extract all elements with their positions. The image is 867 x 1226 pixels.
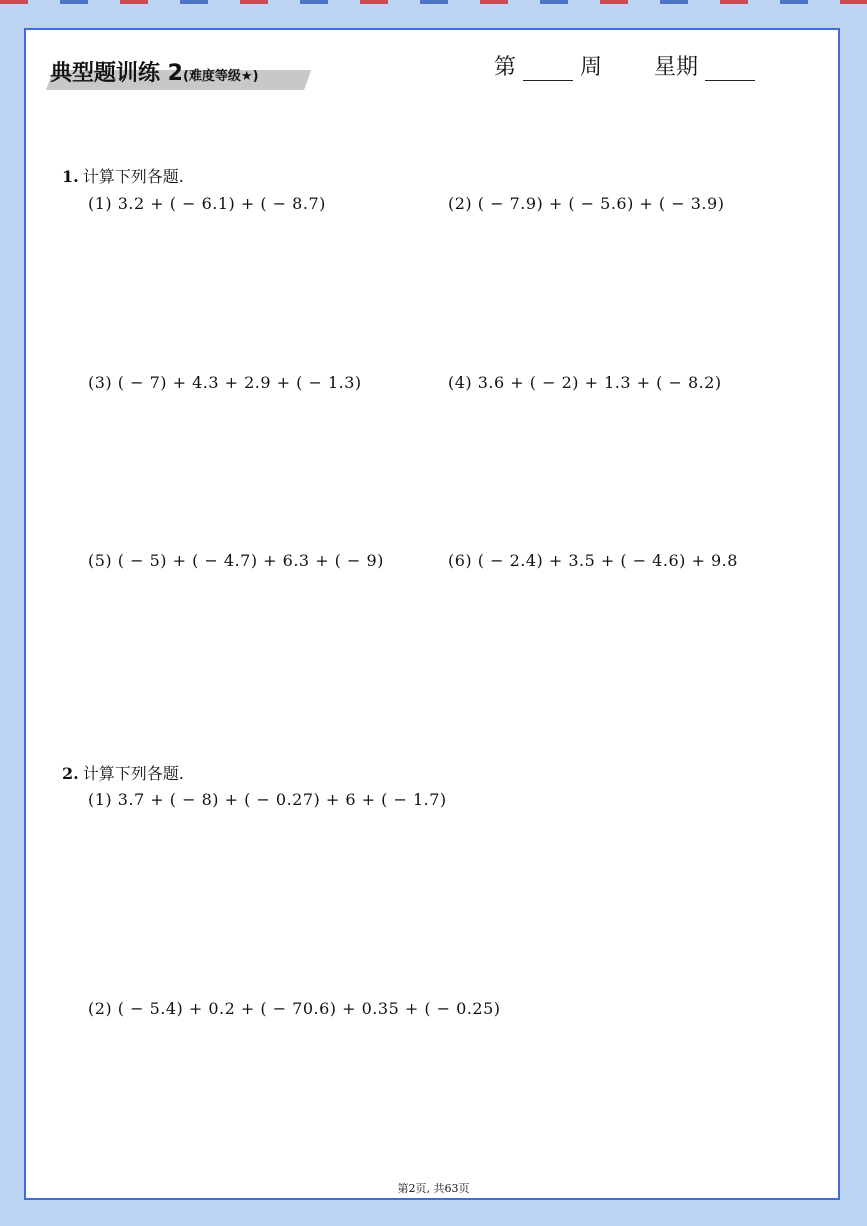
week-unit-label: 周 <box>580 55 603 80</box>
weekday-blank[interactable] <box>705 54 755 81</box>
question-2-prompt: 计算下列各题. <box>82 764 184 783</box>
title-main: 典型题训练 2 <box>50 61 183 86</box>
week-label: 第 <box>494 55 517 80</box>
question-1-heading <box>62 164 184 187</box>
q1-item-2: (2) ( − 7.9) + ( − 5.6) + ( − 3.9) <box>448 194 725 213</box>
week-day-field <box>494 50 755 81</box>
decorative-top-stripes <box>0 0 867 4</box>
q1-item-6: (6) ( − 2.4) + 3.5 + ( − 4.6) + 9.8 <box>448 551 738 570</box>
q1-item-5: (5) ( − 5) + ( − 4.7) + 6.3 + ( − 9) <box>88 551 384 570</box>
q1-item-3: (3) ( − 7) + 4.3 + 2.9 + ( − 1.3) <box>88 373 362 392</box>
week-number-blank[interactable] <box>523 54 573 81</box>
worksheet-title <box>50 56 259 87</box>
page-number-footer: 第2页, 共63页 <box>397 1182 470 1195</box>
question-1-number: 1. <box>62 167 79 186</box>
q1-item-1: (1) 3.2 + ( − 6.1) + ( − 8.7) <box>88 194 326 213</box>
question-1-prompt: 计算下列各题. <box>82 167 184 186</box>
q1-item-4: (4) 3.6 + ( − 2) + 1.3 + ( − 8.2) <box>448 373 722 392</box>
weekday-label: 星期 <box>654 55 699 80</box>
question-2-heading <box>62 761 184 784</box>
question-2-number: 2. <box>62 764 79 783</box>
difficulty-rating: (难度等级★) <box>182 69 259 84</box>
q2-item-1: (1) 3.7 + ( − 8) + ( − 0.27) + 6 + ( − 1.7) <box>88 790 447 809</box>
q2-item-2: (2) ( − 5.4) + 0.2 + ( − 70.6) + 0.35 + ( − 0.25) <box>88 999 501 1018</box>
worksheet-title-block <box>46 56 310 96</box>
